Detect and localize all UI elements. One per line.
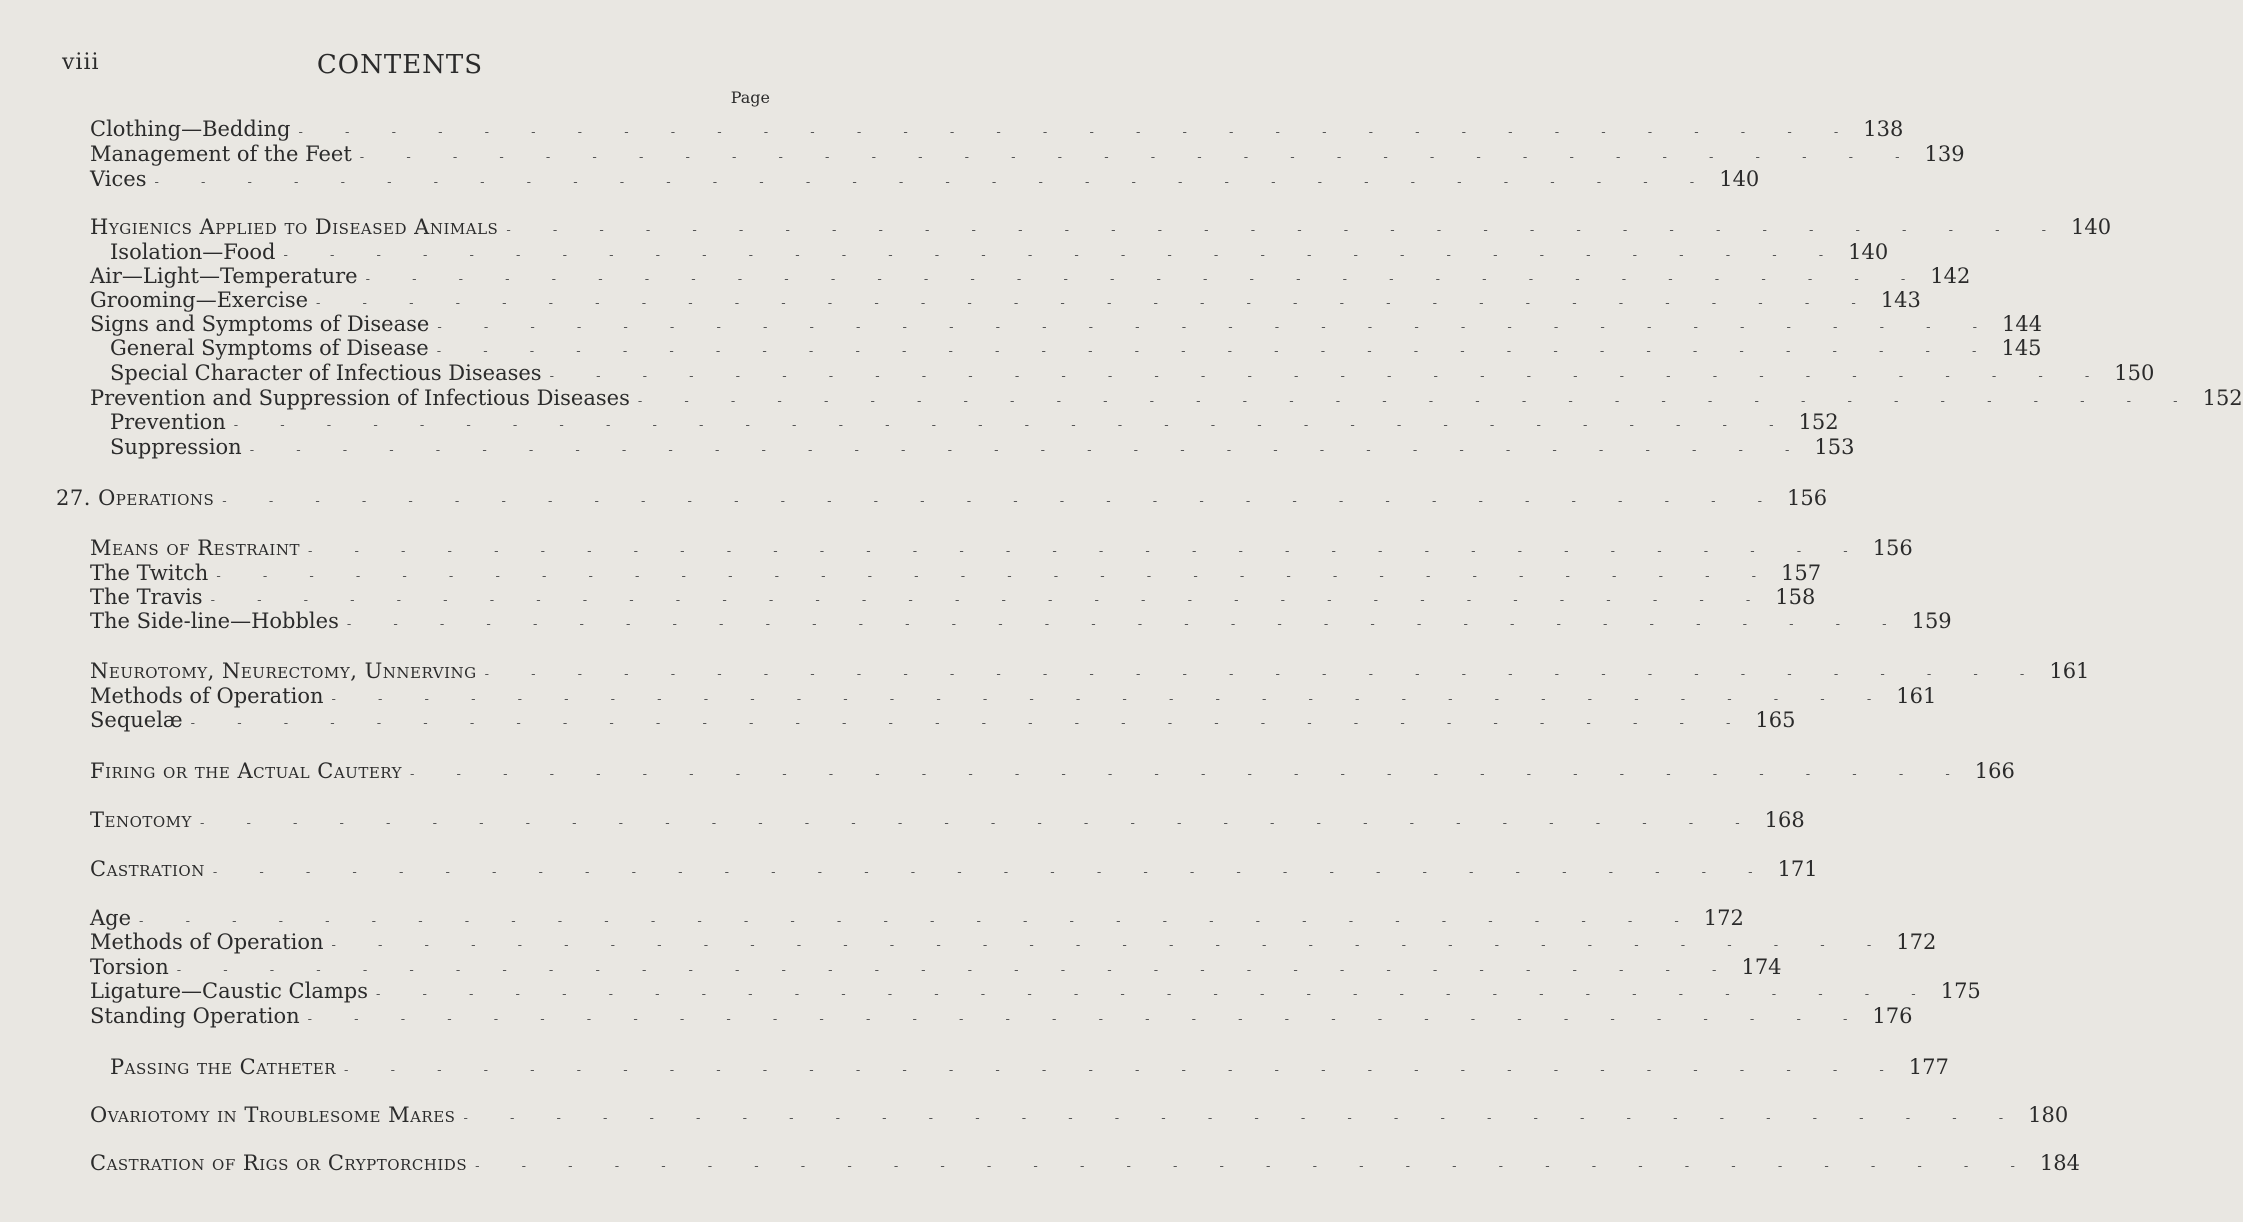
chapter-title: Operations bbox=[98, 486, 215, 510]
toc-entry-page: 159 bbox=[1911, 609, 1952, 633]
toc-entry-page: 157 bbox=[1781, 561, 1822, 585]
toc-entry-page: 171 bbox=[1777, 857, 1818, 881]
dot-leader: - - - - - - - - - - - - - - - - - - - - - - - - - - - - - - - - - - bbox=[216, 569, 1776, 584]
dot-leader: - - - - - - - - - - - - - - - - - - - - - - - - - - - - - - - - - - bbox=[176, 963, 1736, 978]
toc-entry-page: 152 bbox=[1798, 410, 1839, 434]
dot-leader: - - - - - - - - - - - - - - - - - - - - - - - - - - - - - - - - - - bbox=[365, 272, 1925, 287]
toc-entry-title: Ligature—Caustic Clamps bbox=[90, 979, 368, 1003]
toc-entry-page: 184 bbox=[2039, 1151, 2080, 1175]
dot-leader: - - - - - - - - - - - - - - - - - - - - - - - - - - - - - - - - - - bbox=[307, 1012, 1867, 1027]
toc-entry-title: Passing the Catheter bbox=[110, 1055, 337, 1079]
dot-leader: - - - - - - - - - - - - - - - - - - - - - - - - - - - - - - - - - - bbox=[249, 443, 1809, 458]
toc-section-heading[interactable] bbox=[0, 536, 1913, 564]
toc-entry[interactable] bbox=[0, 1004, 1913, 1032]
toc-entry-title: Hygienics Applied to Diseased Animals bbox=[90, 215, 499, 239]
toc-entry[interactable] bbox=[0, 361, 2155, 389]
toc-entry-title: The Travis bbox=[90, 585, 203, 609]
toc-entry-title: Prevention bbox=[110, 410, 226, 434]
toc-section-heading[interactable] bbox=[0, 1103, 2069, 1131]
toc-entry[interactable] bbox=[0, 609, 1952, 637]
dot-leader: - - - - - - - - - - - - - - - - - - - - - - - - - - - - - - - - - - bbox=[298, 125, 1858, 140]
toc-entry-page: 150 bbox=[2114, 361, 2155, 385]
dot-leader: - - - - - - - - - - - - - - - - - - - - - - - - - - - - - - - - - - bbox=[154, 175, 1714, 190]
dot-leader: - - - - - - - - - - - - - - - - - - - - - - - - - - - - - - - - - - bbox=[410, 767, 1969, 782]
toc-entry-title: Special Character of Infectious Diseases bbox=[110, 361, 542, 385]
toc-entry-title: Air—Light—Temperature bbox=[90, 264, 358, 288]
dot-leader: - - - - - - - - - - - - - - - - - - - - - - - - - - - - - - - - - - bbox=[331, 938, 1891, 953]
toc-entry-page: 175 bbox=[1940, 979, 1981, 1003]
toc-section-heading[interactable] bbox=[0, 759, 2015, 787]
toc-entry-page: 166 bbox=[1974, 759, 2015, 783]
toc-entry-title: The Side-line—Hobbles bbox=[90, 609, 339, 633]
toc-entry-title: Tenotomy bbox=[90, 808, 192, 832]
toc-entry-title: Prevention and Suppression of Infectious Diseases bbox=[90, 386, 630, 410]
toc-entry-title: Means of Restraint bbox=[90, 536, 300, 560]
toc-section-heading[interactable] bbox=[0, 808, 1805, 836]
toc-entry-page: 140 bbox=[2071, 215, 2112, 239]
toc-entry-page: 145 bbox=[2001, 336, 2042, 360]
toc-entry-page: 142 bbox=[1930, 264, 1971, 288]
toc-entry[interactable] bbox=[0, 117, 1904, 145]
toc-entry-page: 139 bbox=[1924, 142, 1965, 166]
toc-section-heading[interactable] bbox=[0, 1151, 2080, 1179]
toc-entry-page: 172 bbox=[1703, 906, 1744, 930]
toc-entry-page: 144 bbox=[2002, 312, 2043, 336]
toc-entry-page: 172 bbox=[1896, 930, 1937, 954]
toc-entry-page: 143 bbox=[1880, 288, 1921, 312]
toc-entry-page: 165 bbox=[1755, 708, 1796, 732]
dot-leader: - - - - - - - - - - - - - - - - - - - - - - - - - - - - - - - - - - bbox=[316, 296, 1875, 311]
toc-section-heading[interactable] bbox=[0, 857, 1818, 885]
toc-entry[interactable] bbox=[0, 708, 1796, 736]
toc-entry-page: 168 bbox=[1764, 808, 1805, 832]
toc-chapter-heading[interactable] bbox=[0, 486, 1828, 514]
toc-entry-page: 180 bbox=[2028, 1103, 2069, 1127]
dot-leader: - - - - - - - - - - - - - - - - - - - - - - - - - - - - - - - - - - bbox=[484, 667, 2044, 682]
toc-entry-title: Castration of Rigs or Cryptorchids bbox=[90, 1151, 468, 1175]
toc-entry-page: 152 bbox=[2202, 386, 2243, 410]
dot-leader: - - - - - - - - - - - - - - - - - - - - - - - - - - - - - - - - - - bbox=[475, 1159, 2034, 1174]
toc-entry-page: 140 bbox=[1848, 240, 1889, 264]
dot-leader: - - - - - - - - - - - - - - - - - - - - - - - - - - - - - - - - - - bbox=[506, 223, 2066, 238]
dot-leader: - - - - - - - - - - - - - - - - - - - - - - - - - - - - - - - - - - bbox=[463, 1111, 2023, 1126]
toc-entry-title bbox=[56, 486, 222, 510]
toc-entry[interactable] bbox=[0, 142, 1965, 170]
toc-entry-title: Vices bbox=[90, 167, 147, 191]
chapter-number: 27. bbox=[56, 486, 91, 510]
toc-entry-page: 156 bbox=[1787, 486, 1828, 510]
toc-entry-page: 161 bbox=[1896, 684, 1937, 708]
toc-entry-title: Isolation—Food bbox=[110, 240, 276, 264]
toc-entry-title: Standing Operation bbox=[90, 1004, 300, 1028]
toc-entry-title: Age bbox=[90, 906, 132, 930]
toc-entry-page: 177 bbox=[1908, 1055, 1949, 1079]
toc-section-heading[interactable] bbox=[0, 659, 2090, 687]
toc-entry[interactable] bbox=[0, 930, 1937, 958]
dot-leader: - - - - - - - - - - - - - - - - - - - - - - - - - - - - - - - - - - bbox=[549, 369, 2109, 384]
dot-leader: - - - - - - - - - - - - - - - - - - - - - - - - - - - - - - - - - - bbox=[436, 344, 1996, 359]
toc-section-heading[interactable] bbox=[0, 215, 2112, 243]
toc-section-heading[interactable] bbox=[0, 1055, 1949, 1083]
toc-entry-page: 174 bbox=[1741, 955, 1782, 979]
toc-entry-title: Signs and Symptoms of Disease bbox=[90, 312, 430, 336]
toc-entry-title: Management of the Feet bbox=[90, 142, 352, 166]
toc-entry-page: 153 bbox=[1814, 435, 1855, 459]
running-head-title: CONTENTS bbox=[316, 50, 484, 80]
toc-entry-page: 161 bbox=[2049, 659, 2090, 683]
toc-entry-title: Ovariotomy in Troublesome Mares bbox=[90, 1103, 456, 1127]
dot-leader: - - - - - - - - - - - - - - - - - - - - - - - - - - - - - - - - - - bbox=[222, 494, 1782, 509]
dot-leader: - - - - - - - - - - - - - - - - - - - - - - - - - - - - - - - - - - bbox=[637, 394, 2197, 409]
dot-leader: - - - - - - - - - - - - - - - - - - - - - - - - - - - - - - - - - - bbox=[307, 544, 1867, 559]
dot-leader: - - - - - - - - - - - - - - - - - - - - - - - - - - - - - - - - - - bbox=[139, 914, 1698, 929]
toc-entry-title: Clothing—Bedding bbox=[90, 117, 291, 141]
toc-entry-title: Neurotomy, Neurectomy, Unnerving bbox=[90, 659, 477, 683]
dot-leader: - - - - - - - - - - - - - - - - - - - - - - - - - - - - - - - - - - bbox=[212, 865, 1772, 880]
dot-leader: - - - - - - - - - - - - - - - - - - - - - - - - - - - - - - - - - - bbox=[210, 593, 1770, 608]
toc-entry-title: Suppression bbox=[110, 435, 242, 459]
toc-entry-title: The Twitch bbox=[90, 561, 209, 585]
dot-leader: - - - - - - - - - - - - - - - - - - - - - - - - - - - - - - - - - - bbox=[359, 150, 1919, 165]
dot-leader: - - - - - - - - - - - - - - - - - - - - - - - - - - - - - - - - - - bbox=[190, 716, 1750, 731]
toc-entry-page: 140 bbox=[1719, 167, 1760, 191]
toc-entry[interactable] bbox=[0, 336, 2042, 364]
toc-entry-title: Castration bbox=[90, 857, 205, 881]
toc-entry[interactable] bbox=[0, 979, 1981, 1007]
toc-entry-page: 176 bbox=[1872, 1004, 1913, 1028]
toc-entry-title: Methods of Operation bbox=[90, 684, 324, 708]
dot-leader: - - - - - - - - - - - - - - - - - - - - - - - - - - - - - - - - - - bbox=[283, 248, 1843, 263]
toc-entry-title: General Symptoms of Disease bbox=[110, 336, 429, 360]
page-folio: viii bbox=[62, 50, 100, 75]
dot-leader: - - - - - - - - - - - - - - - - - - - - - - - - - - - - - - - - - - bbox=[233, 418, 1793, 433]
toc-entry-title: Torsion bbox=[90, 955, 169, 979]
dot-leader: - - - - - - - - - - - - - - - - - - - - - - - - - - - - - - - - - - bbox=[375, 987, 1935, 1002]
toc-entry-title: Sequelæ bbox=[90, 708, 183, 732]
dot-leader: - - - - - - - - - - - - - - - - - - - - - - - - - - - - - - - - - - bbox=[199, 816, 1759, 831]
toc-entry[interactable] bbox=[0, 167, 1760, 195]
toc-entry-title: Firing or the Actual Cautery bbox=[90, 759, 403, 783]
toc-entry[interactable] bbox=[0, 435, 1855, 463]
dot-leader: - - - - - - - - - - - - - - - - - - - - - - - - - - - - - - - - - - bbox=[346, 617, 1906, 632]
toc-entry-title: Methods of Operation bbox=[90, 930, 324, 954]
toc-entry-page: 156 bbox=[1872, 536, 1913, 560]
toc-entry-page: 158 bbox=[1775, 585, 1816, 609]
page-column-label: Page bbox=[730, 88, 770, 107]
toc-entry-title: Grooming—Exercise bbox=[90, 288, 309, 312]
dot-leader: - - - - - - - - - - - - - - - - - - - - - - - - - - - - - - - - - - bbox=[437, 320, 1997, 335]
toc-entry-page: 138 bbox=[1863, 117, 1904, 141]
toc-entry[interactable] bbox=[0, 410, 1839, 438]
dot-leader: - - - - - - - - - - - - - - - - - - - - - - - - - - - - - - - - - - bbox=[331, 692, 1891, 707]
dot-leader: - - - - - - - - - - - - - - - - - - - - - - - - - - - - - - - - - - bbox=[344, 1063, 1903, 1078]
